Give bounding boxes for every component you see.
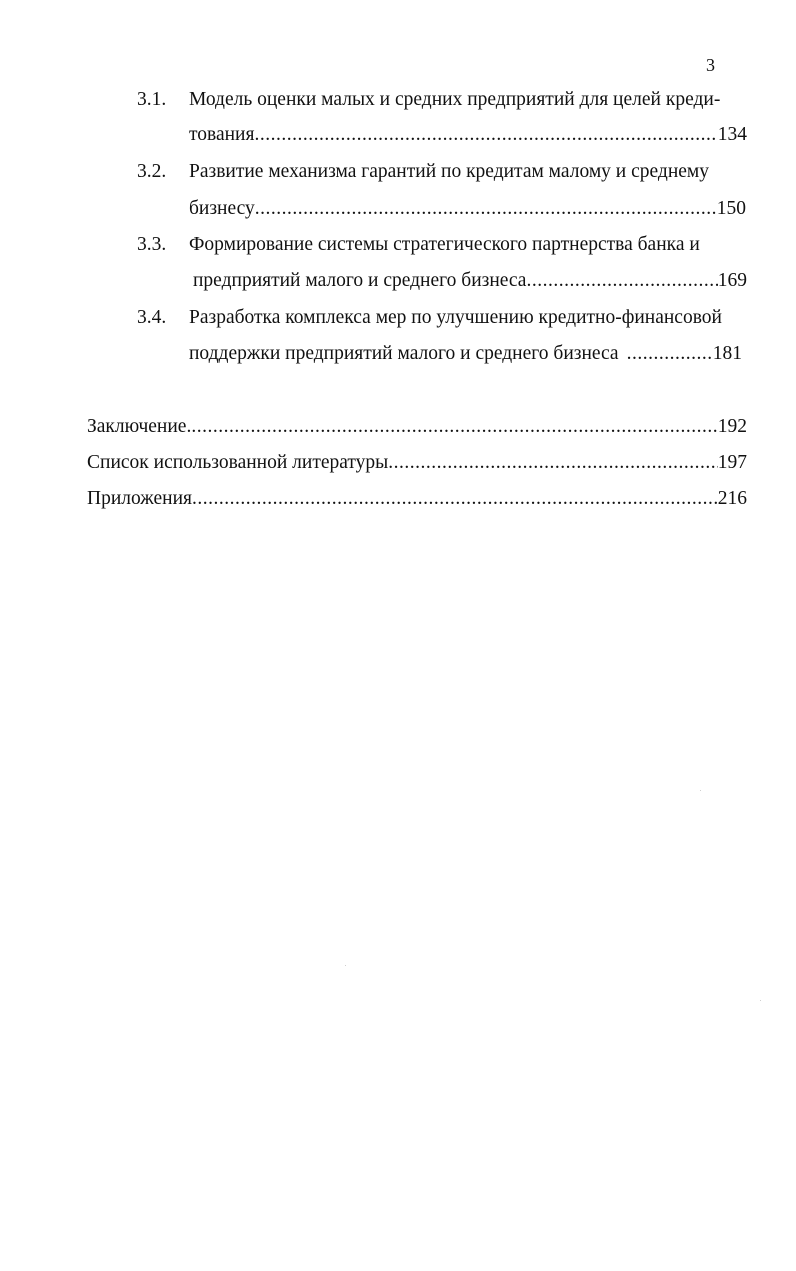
scan-speck (760, 1000, 761, 1001)
toc-page-number: 197 (717, 452, 747, 473)
section-title-line: Формирование системы стратегического партнерства банка и (189, 234, 700, 255)
dot-leader (627, 343, 713, 365)
toc-page-number: 192 (717, 416, 747, 437)
section-number: 3.1. (137, 89, 167, 110)
dot-leader (254, 124, 717, 146)
section-number: 3.2. (137, 161, 167, 182)
dot-leader (192, 488, 718, 510)
section-number: 3.4. (137, 307, 167, 328)
dot-leader (526, 270, 717, 292)
section-title-continuation: тования (189, 124, 255, 145)
toc-page-number: 181 (712, 343, 742, 364)
page-number: 3 (706, 55, 715, 75)
toc-entry-conclusion (87, 416, 747, 438)
toc-page-number: 216 (717, 488, 747, 509)
section-title-continuation: поддержки предприятий малого и среднего бизнеса (189, 343, 619, 364)
section-title-line: Развитие механизма гарантий по кредитам малому и среднему (189, 161, 710, 182)
toc-page-number: 134 (717, 124, 747, 145)
toc-entry-3-1 (189, 124, 747, 146)
dot-leader (191, 416, 717, 438)
dot-leader (255, 198, 717, 220)
section-title-continuation: предприятий малого и среднего бизнеса (193, 270, 527, 291)
toc-entry-appendices (87, 488, 747, 510)
toc-entry-3-3 (193, 270, 747, 292)
toc-entry-3-4 (189, 343, 742, 365)
entry-title: Список использованной литературы (87, 452, 389, 473)
toc-entry-3-2 (189, 198, 746, 220)
entry-title: Приложения (87, 488, 192, 509)
toc-page-number: 169 (717, 270, 747, 291)
section-title-line: Разработка комплекса мер по улучшению кредитно-финансовой (189, 307, 722, 328)
section-title-continuation: бизнесу (189, 198, 255, 219)
toc-entry-references (87, 452, 747, 474)
section-number: 3.3. (137, 234, 167, 255)
scan-speck (700, 790, 701, 791)
dot-leader (388, 452, 717, 474)
section-title-line: Модель оценки малых и средних предприятий для целей креди- (189, 89, 721, 110)
toc-page-number: 150 (716, 198, 746, 219)
scan-speck (345, 965, 346, 966)
entry-title: Заключение. (87, 416, 192, 437)
